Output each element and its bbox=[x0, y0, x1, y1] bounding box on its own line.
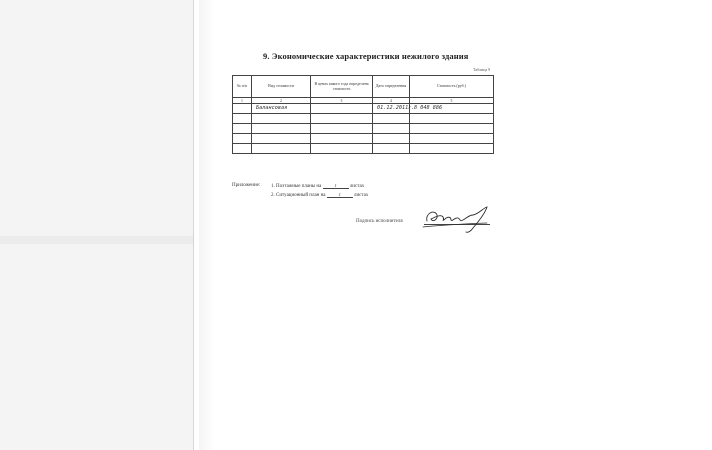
table-number: Таблица 9 bbox=[473, 67, 491, 72]
table-cell bbox=[252, 144, 311, 154]
table-header-row bbox=[233, 76, 494, 98]
table-cell bbox=[233, 134, 252, 144]
appendix-item-suffix: листах bbox=[353, 193, 369, 198]
table-cell bbox=[373, 124, 410, 134]
table-cell bbox=[373, 114, 410, 124]
signature-label: Подпись исполнителя bbox=[356, 219, 403, 224]
column-number: 4 bbox=[373, 98, 410, 104]
header-cell-price-year: В ценах какого года определена стоимость bbox=[311, 76, 373, 98]
table-cell bbox=[410, 144, 494, 154]
appendix-label: Приложение: bbox=[232, 183, 261, 188]
cost-cell: 8 048 886 bbox=[410, 104, 494, 114]
appendix-item-count: 1 bbox=[327, 192, 353, 198]
handwritten-signature bbox=[421, 205, 493, 235]
page-edge-shadow bbox=[199, 0, 215, 450]
appendix-item-suffix: листах bbox=[349, 184, 365, 189]
date-cell: 01.12.2011г. bbox=[373, 104, 410, 114]
table-cell bbox=[311, 144, 373, 154]
table-cell bbox=[311, 114, 373, 124]
appendix-item bbox=[271, 192, 368, 198]
table-row bbox=[233, 144, 494, 154]
table-cell bbox=[252, 114, 311, 124]
document-title: 9. Экономические характеристики нежилого здания bbox=[263, 51, 469, 61]
header-cell-date: Дата определения bbox=[373, 76, 410, 98]
table-cell bbox=[233, 104, 252, 114]
column-number: 3 bbox=[311, 98, 373, 104]
header-cell-value-type: Вид стоимости bbox=[252, 76, 311, 98]
appendix-item-text: 1. Поэтажные планы на bbox=[271, 184, 322, 189]
value-type-cell: Балансовая bbox=[252, 104, 311, 114]
appendix-item bbox=[271, 183, 364, 189]
table-row bbox=[233, 114, 494, 124]
header-cell-cost: Стоимость (руб.) bbox=[410, 76, 494, 98]
table-cell bbox=[252, 124, 311, 134]
column-number: 5 bbox=[410, 98, 494, 104]
table-cell bbox=[410, 124, 494, 134]
table-cell bbox=[233, 114, 252, 124]
column-number: 2 bbox=[252, 98, 311, 104]
table-cell bbox=[410, 114, 494, 124]
economic-characteristics-table bbox=[232, 75, 494, 154]
table-cell bbox=[252, 134, 311, 144]
header-cell-number: № п/п bbox=[233, 76, 252, 98]
table-cell bbox=[410, 134, 494, 144]
column-number: 1 bbox=[233, 98, 252, 104]
table-cell bbox=[233, 144, 252, 154]
table-cell bbox=[373, 134, 410, 144]
table-row bbox=[233, 124, 494, 134]
appendix-item-count: 1 bbox=[323, 183, 349, 189]
table-row bbox=[233, 104, 494, 114]
table-cell bbox=[373, 144, 410, 154]
table-cell bbox=[311, 124, 373, 134]
table-cell bbox=[311, 134, 373, 144]
table-cell bbox=[311, 104, 373, 114]
table-cell bbox=[233, 124, 252, 134]
table-row bbox=[233, 134, 494, 144]
appendix-item-text: 2. Ситуационный план на bbox=[271, 193, 326, 198]
